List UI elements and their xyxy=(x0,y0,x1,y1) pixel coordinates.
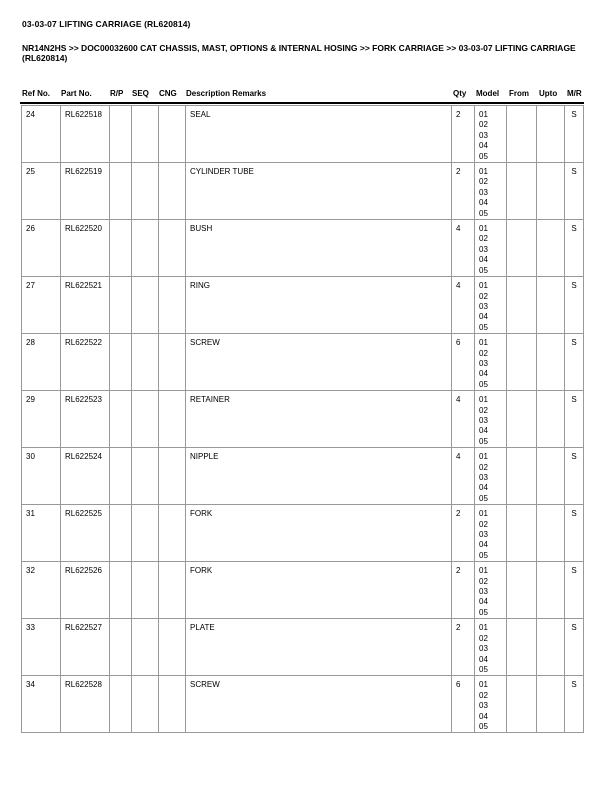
qty-cell: 2 xyxy=(452,106,475,163)
mr-cell: S xyxy=(565,106,584,163)
from-cell xyxy=(507,163,537,220)
model-code: 04 xyxy=(479,654,488,664)
model-code: 02 xyxy=(479,291,488,301)
qty-cell: 4 xyxy=(452,277,475,334)
table-row xyxy=(22,448,584,505)
from-cell xyxy=(507,619,537,676)
model-code: 01 xyxy=(479,110,488,119)
model-code: 03 xyxy=(479,130,488,140)
ref-no-cell: 32 xyxy=(22,562,61,619)
header-ref-no: Ref No. xyxy=(22,89,50,98)
model-code: 03 xyxy=(479,415,488,425)
model-code: 01 xyxy=(479,167,488,177)
model-code: 05 xyxy=(479,265,488,275)
upto-cell xyxy=(537,220,565,277)
part-no-cell: RL622524 xyxy=(61,448,110,505)
description-cell: BUSH xyxy=(186,220,452,277)
cng-cell xyxy=(159,220,186,277)
model-code: 04 xyxy=(479,369,488,379)
qty-cell: 2 xyxy=(452,619,475,676)
model-code: 03 xyxy=(479,473,488,482)
model-code: 05 xyxy=(479,322,488,332)
model-code: 01 xyxy=(479,338,488,348)
mr-cell: S xyxy=(565,562,584,619)
ref-no-cell: 33 xyxy=(22,619,61,676)
model-code: 02 xyxy=(479,348,488,358)
model-code: 01 xyxy=(479,623,488,633)
table-row xyxy=(22,676,584,733)
description-cell: SEAL xyxy=(186,106,452,163)
breadcrumb: NR14N2HS >> DOC00032600 CAT CHASSIS, MAST, OPTIONS & INTERNAL HOSING >> FORK CARRIAGE >> 03-03-07 LIFTING CARRIAGE (RL620814) xyxy=(22,43,576,63)
parts-table xyxy=(21,105,584,733)
table-row xyxy=(22,391,584,448)
table-row xyxy=(22,334,584,391)
cng-cell xyxy=(159,676,186,733)
seq-cell xyxy=(132,163,159,220)
model-code: 03 xyxy=(479,244,488,254)
part-no-cell: RL622525 xyxy=(61,505,110,562)
table-row xyxy=(22,106,584,163)
model-code: 05 xyxy=(479,208,488,218)
model-cell xyxy=(475,106,507,163)
model-cell xyxy=(475,334,507,391)
model-code: 04 xyxy=(479,312,488,322)
seq-cell xyxy=(132,220,159,277)
model-code: 02 xyxy=(479,405,488,415)
model-code: 02 xyxy=(479,519,488,529)
description-cell: RING xyxy=(186,277,452,334)
upto-cell xyxy=(537,106,565,163)
qty-cell: 4 xyxy=(452,220,475,277)
rp-cell xyxy=(110,106,132,163)
mr-cell: S xyxy=(565,163,584,220)
upto-cell xyxy=(537,448,565,505)
mr-cell: S xyxy=(565,505,584,562)
rp-cell xyxy=(110,505,132,562)
seq-cell xyxy=(132,562,159,619)
ref-no-cell: 31 xyxy=(22,505,61,562)
header-from: From xyxy=(509,89,529,98)
model-code: 01 xyxy=(479,509,488,519)
mr-cell: S xyxy=(565,220,584,277)
model-cell xyxy=(475,391,507,448)
from-cell xyxy=(507,562,537,619)
model-code: 01 xyxy=(479,452,488,462)
model-code: 01 xyxy=(479,224,488,234)
ref-no-cell: 34 xyxy=(22,676,61,733)
from-cell xyxy=(507,448,537,505)
upto-cell xyxy=(537,163,565,220)
header-description: Description Remarks xyxy=(186,89,267,98)
upto-cell xyxy=(537,505,565,562)
cng-cell xyxy=(159,562,186,619)
description-cell: CYLINDER TUBE xyxy=(186,163,452,220)
table-row xyxy=(22,505,584,562)
model-code: 05 xyxy=(479,550,488,560)
header-qty: Qty xyxy=(453,89,467,98)
part-no-cell: RL622518 xyxy=(61,106,110,163)
description-cell: PLATE xyxy=(186,619,452,676)
header-part-no: Part No. xyxy=(61,89,92,98)
mr-cell: S xyxy=(565,277,584,334)
part-no-cell: RL622519 xyxy=(61,163,110,220)
ref-no-cell: 28 xyxy=(22,334,61,391)
model-cell xyxy=(475,505,507,562)
model-code: 04 xyxy=(479,198,488,208)
upto-cell xyxy=(537,619,565,676)
qty-cell: 6 xyxy=(452,676,475,733)
model-code: 05 xyxy=(479,151,488,161)
model-code: 05 xyxy=(479,721,488,731)
part-no-cell: RL622528 xyxy=(61,676,110,733)
rp-cell xyxy=(110,562,132,619)
seq-cell xyxy=(132,505,159,562)
seq-cell xyxy=(132,391,159,448)
qty-cell: 2 xyxy=(452,505,475,562)
from-cell xyxy=(507,676,537,733)
from-cell xyxy=(507,391,537,448)
model-code: 03 xyxy=(479,644,488,654)
table-row xyxy=(22,562,584,619)
from-cell xyxy=(507,505,537,562)
from-cell xyxy=(507,106,537,163)
model-code: 02 xyxy=(479,576,488,586)
model-code: 04 xyxy=(479,483,488,493)
table-row xyxy=(22,619,584,676)
ref-no-cell: 25 xyxy=(22,163,61,220)
model-code: 05 xyxy=(479,493,488,503)
model-code: 02 xyxy=(479,633,488,643)
page-title: 03-03-07 LIFTING CARRIAGE (RL620814) xyxy=(22,19,191,29)
qty-cell: 4 xyxy=(452,391,475,448)
mr-cell: S xyxy=(565,448,584,505)
header-seq: SEQ xyxy=(132,89,149,98)
seq-cell xyxy=(132,106,159,163)
qty-cell: 2 xyxy=(452,562,475,619)
cng-cell xyxy=(159,619,186,676)
qty-cell: 6 xyxy=(452,334,475,391)
model-code: 05 xyxy=(479,379,488,389)
header-rp: R/P xyxy=(110,89,124,98)
cng-cell xyxy=(159,448,186,505)
seq-cell xyxy=(132,619,159,676)
model-code: 04 xyxy=(479,426,488,436)
upto-cell xyxy=(537,676,565,733)
ref-no-cell: 24 xyxy=(22,106,61,163)
cng-cell xyxy=(159,391,186,448)
part-no-cell: RL622522 xyxy=(61,334,110,391)
model-cell xyxy=(475,220,507,277)
model-code: 04 xyxy=(479,255,488,265)
rp-cell xyxy=(110,277,132,334)
cng-cell xyxy=(159,163,186,220)
description-cell: SCREW xyxy=(186,334,452,391)
part-no-cell: RL622527 xyxy=(61,619,110,676)
rp-cell xyxy=(110,163,132,220)
description-cell: NIPPLE xyxy=(186,448,452,505)
header-mr: M/R xyxy=(567,89,582,98)
part-no-cell: RL622520 xyxy=(61,220,110,277)
model-code: 01 xyxy=(479,281,488,291)
model-code: 01 xyxy=(479,395,488,405)
description-cell: SCREW xyxy=(186,676,452,733)
seq-cell xyxy=(132,277,159,334)
model-code: 03 xyxy=(479,530,488,540)
model-cell xyxy=(475,163,507,220)
upto-cell xyxy=(537,391,565,448)
ref-no-cell: 30 xyxy=(22,448,61,505)
cng-cell xyxy=(159,334,186,391)
seq-cell xyxy=(132,448,159,505)
model-cell xyxy=(475,676,507,733)
model-code: 04 xyxy=(479,141,488,151)
from-cell xyxy=(507,220,537,277)
ref-no-cell: 29 xyxy=(22,391,61,448)
model-code: 02 xyxy=(479,690,488,700)
model-code: 02 xyxy=(479,120,488,130)
header-upto: Upto xyxy=(539,89,558,98)
model-cell xyxy=(475,448,507,505)
ref-no-cell: 27 xyxy=(22,277,61,334)
model-code: 03 xyxy=(479,701,488,711)
qty-cell: 2 xyxy=(452,163,475,220)
model-code: 02 xyxy=(479,462,488,472)
description-cell: RETAINER xyxy=(186,391,452,448)
part-no-cell: RL622523 xyxy=(61,391,110,448)
upto-cell xyxy=(537,277,565,334)
model-cell xyxy=(475,277,507,334)
model-code: 04 xyxy=(479,540,488,550)
cng-cell xyxy=(159,106,186,163)
parts-table-body xyxy=(22,106,584,733)
model-cell xyxy=(475,562,507,619)
table-row xyxy=(22,220,584,277)
ref-no-cell: 26 xyxy=(22,220,61,277)
mr-cell: S xyxy=(565,619,584,676)
model-code: 04 xyxy=(479,711,488,721)
from-cell xyxy=(507,277,537,334)
model-code: 03 xyxy=(479,301,488,311)
rp-cell xyxy=(110,676,132,733)
model-code: 05 xyxy=(479,664,488,674)
from-cell xyxy=(507,334,537,391)
model-code: 02 xyxy=(479,234,488,244)
seq-cell xyxy=(132,334,159,391)
seq-cell xyxy=(132,676,159,733)
mr-cell: S xyxy=(565,391,584,448)
cng-cell xyxy=(159,505,186,562)
qty-cell: 4 xyxy=(452,448,475,505)
model-code: 04 xyxy=(479,597,488,607)
table-row xyxy=(22,163,584,220)
mr-cell: S xyxy=(565,676,584,733)
model-code: 02 xyxy=(479,177,488,187)
model-cell xyxy=(475,619,507,676)
model-code: 05 xyxy=(479,607,488,617)
upto-cell xyxy=(537,562,565,619)
model-code: 03 xyxy=(479,587,488,597)
rp-cell xyxy=(110,619,132,676)
rp-cell xyxy=(110,334,132,391)
table-row xyxy=(22,277,584,334)
model-code: 05 xyxy=(479,436,488,446)
part-no-cell: RL622521 xyxy=(61,277,110,334)
model-code: 03 xyxy=(479,358,488,368)
rp-cell xyxy=(110,220,132,277)
description-cell: FORK xyxy=(186,562,452,619)
model-code: 03 xyxy=(479,187,488,197)
cng-cell xyxy=(159,277,186,334)
part-no-cell: RL622526 xyxy=(61,562,110,619)
rp-cell xyxy=(110,448,132,505)
model-code: 01 xyxy=(479,566,488,576)
header-divider xyxy=(20,102,584,104)
rp-cell xyxy=(110,391,132,448)
model-code: 01 xyxy=(479,680,488,690)
upto-cell xyxy=(537,334,565,391)
description-cell: FORK xyxy=(186,505,452,562)
header-model: Model xyxy=(476,89,500,98)
mr-cell: S xyxy=(565,334,584,391)
header-cng: CNG xyxy=(159,89,177,98)
